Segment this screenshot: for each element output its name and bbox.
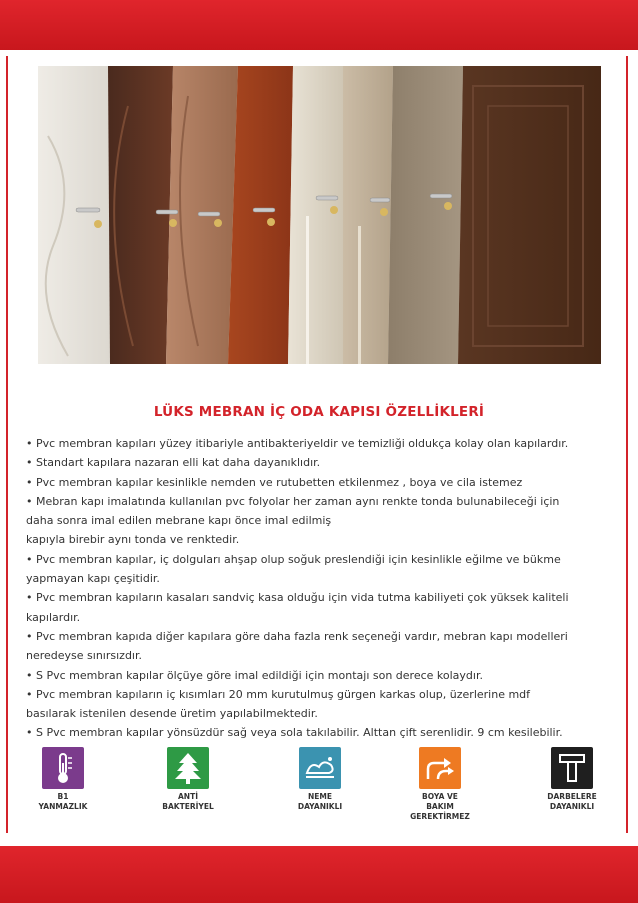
list-item: • Pvc membran kapıda diğer kapılara göre daha fazla renk seçeneği vardır, mebran kapı modelleri — [26, 629, 568, 643]
list-item: • Mebran kapı imalatında kullanılan pvc folyolar her zaman aynı renkte tonda bulunabileceği için — [26, 494, 560, 508]
feature-label: ANTİ BAKTERİYEL — [162, 792, 214, 811]
door-grey-oak — [388, 66, 463, 364]
door-collection-photo — [38, 66, 601, 364]
door-mahogany — [228, 66, 293, 364]
feature-label: DARBELERE DAYANIKLI — [547, 792, 597, 811]
header-band — [0, 0, 638, 50]
arrows-icon — [419, 747, 461, 789]
list-item: • Pvc membran kapılar, iç dolguları ahşap olup soğuk preslendiği için kesinlikle eğilme ve bükme — [26, 552, 561, 566]
feature-label: B1 YANMAZLIK — [38, 792, 88, 811]
feature-impact-resistant — [526, 747, 618, 812]
thermometer-icon — [42, 747, 84, 789]
list-item: yapmayan kapı çeşitidir. — [26, 572, 160, 586]
list-item: • S Pvc membran kapılar yönsüzdür sağ veya sola takılabilir. Alttan çift serenlidir. 9 cm kesilebilir. — [26, 726, 563, 740]
list-item: • Pvc membran kapıların iç kısımları 20 mm kurutulmuş gürgen karkas olup, üzerlerine mdf — [26, 687, 531, 701]
feature-antibacterial — [142, 747, 234, 812]
t-shield-icon — [551, 747, 593, 789]
footer-band — [0, 846, 638, 903]
door-white — [38, 66, 110, 364]
door-dark-oak — [458, 66, 601, 364]
page-title: LÜKS MEBRAN İÇ ODA KAPISI ÖZELLİKLERİ — [153, 404, 485, 420]
list-item: • S Pvc membran kapılar ölçüye göre imal edildiği için montajı son derece kolaydır. — [26, 668, 483, 682]
door-cream — [288, 66, 343, 364]
list-item: • Standart kapılara nazaran elli kat daha dayanıklıdır. — [26, 456, 321, 470]
feature-icons-row — [0, 747, 638, 827]
list-item: daha sonra imal edilen mebrane kapı önce imal edilmiş — [26, 514, 332, 528]
list-item: • Pvc membran kapıların kasaları sandviç kasa olduğu için vida tutma kabiliyeti çok yüksek kaliteli — [26, 591, 569, 605]
doors-illustration — [38, 66, 601, 364]
feature-label: NEME DAYANIKLI — [297, 792, 343, 811]
feature-no-paint-maintenance — [394, 747, 486, 822]
list-item: kapılardır. — [26, 610, 81, 624]
feature-moisture-resistant — [274, 747, 366, 812]
feature-fire-resistance — [17, 747, 109, 812]
feature-label: BOYA VE BAKIM GEREKTİRMEZ — [410, 792, 470, 821]
door-dark-walnut — [108, 66, 173, 364]
list-item: • Pvc membran kapılar kesinlikle nemden ve rutubetten etkilenmez , boya ve cila istemez — [26, 475, 523, 489]
list-item: • Pvc membran kapıları yüzey itibariyle antibakteriyeldir ve temizliği oldukça kolay olan kapılardır. — [26, 437, 569, 450]
steam-icon — [299, 747, 341, 789]
list-item: basılarak istenilen desende üretim yapılabilmektedir. — [26, 707, 318, 721]
list-item: neredeyse sınırsızdır. — [26, 649, 142, 663]
list-item: kapıyla birebir aynı tonda ve renktedir. — [26, 533, 240, 547]
tree-icon — [167, 747, 209, 789]
feature-description-list — [26, 434, 616, 743]
